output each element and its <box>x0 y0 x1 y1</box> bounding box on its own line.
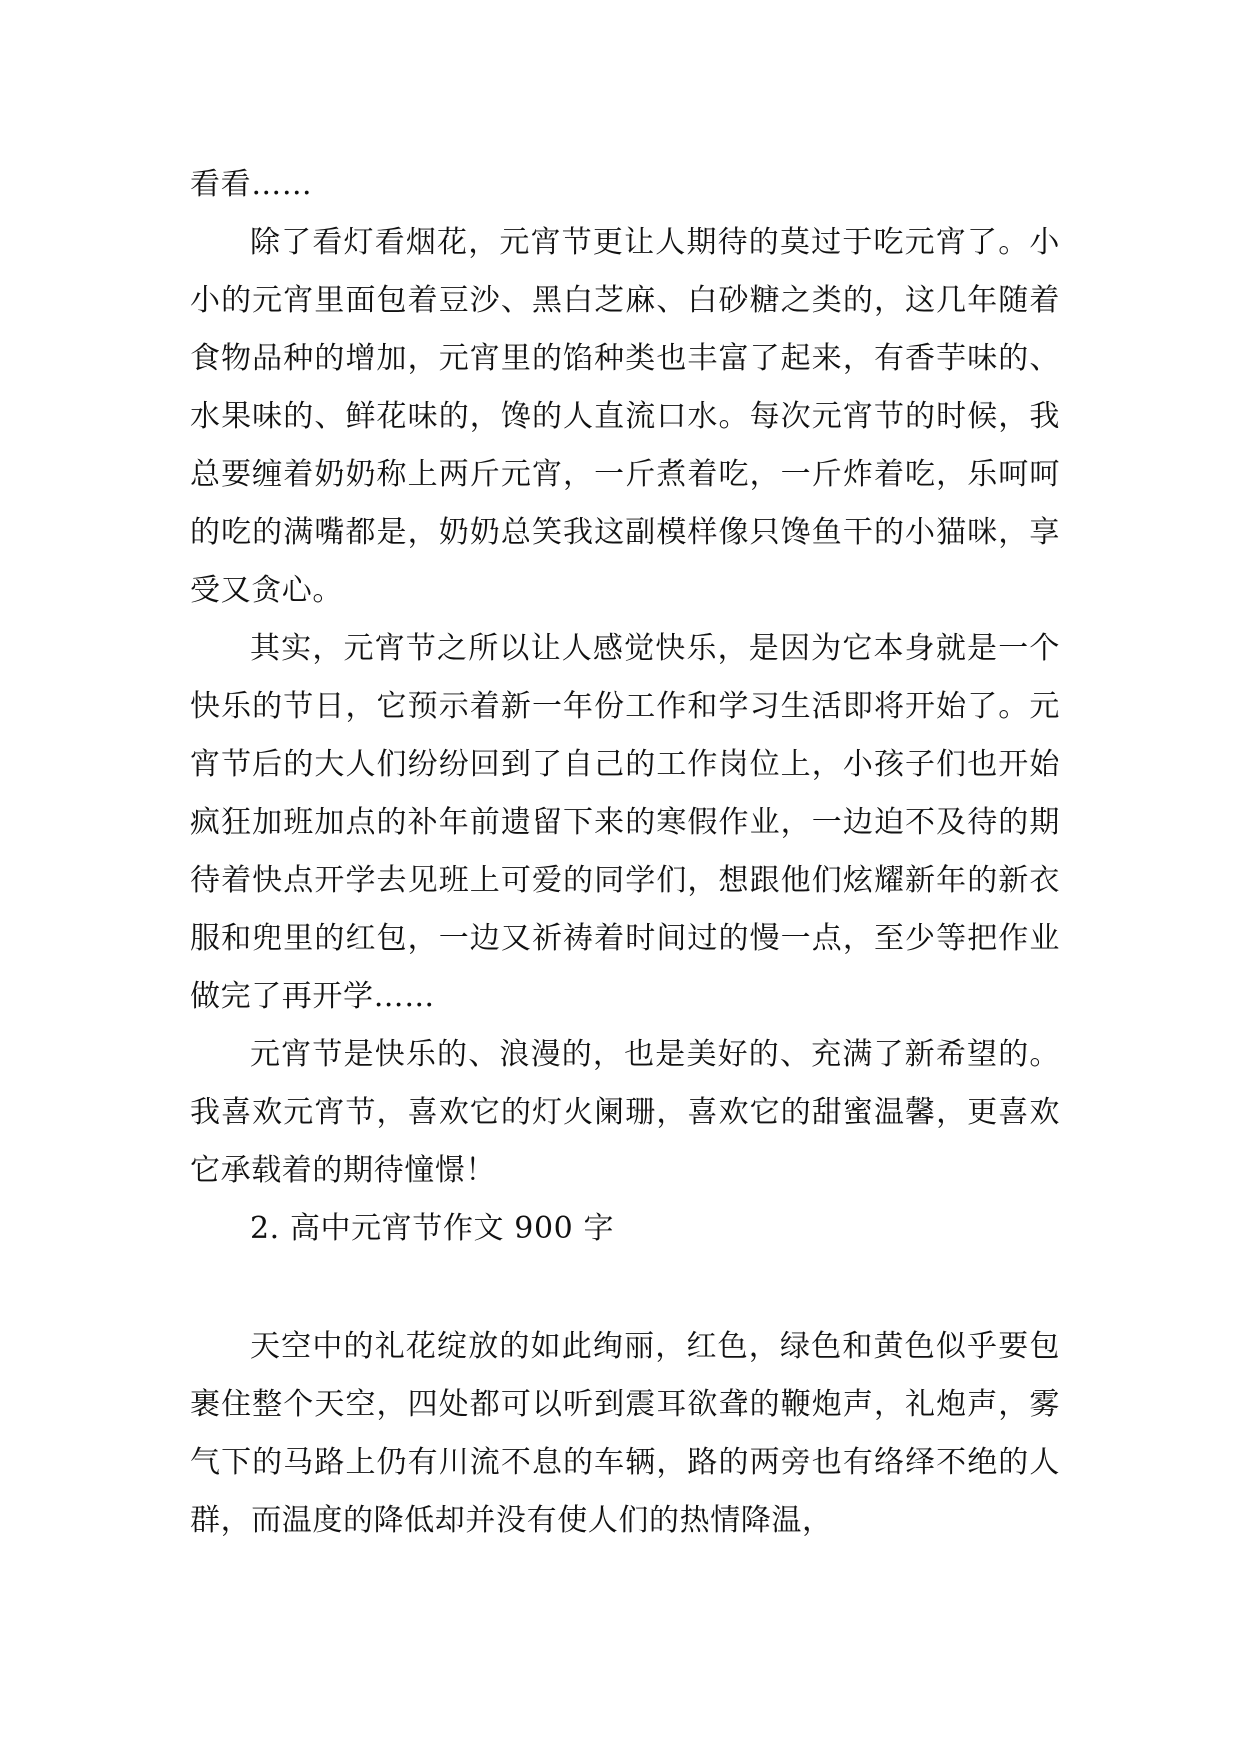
paragraph-continuation: 看看…… <box>190 167 313 202</box>
essay-heading: 2. 高中元宵节作文 900 字 <box>250 1211 615 1246</box>
paragraph-festival-joy: 其实，元宵节之所以让人感觉快乐，是因为它本身就是一个快乐的节日，它预示着新一年份工作和学习生活即将开始了。元宵节后的大人们纷纷回到了自己的工作岗位上，小孩子们也开始疯狂加班加点的补年前遗留下来的寒假作业，一边迫不及待的期待着快点开学去见班上可爱的同学们，想跟他们炫耀新年的新衣服和兜里的红包，一边又祈祷着时间过的慢一点，至少等把作业做完了再开学…… <box>190 631 1060 1014</box>
document-body <box>190 156 1060 1550</box>
paragraph-fireworks: 天空中的礼花绽放的如此绚丽，红色，绿色和黄色似乎要包裹住整个天空，四处都可以听到震耳欲聋的鞭炮声，礼炮声，雾气下的马路上仍有川流不息的车辆，路的两旁也有络绎不绝的人群，而温度的降低却并没有使人们的热情降温， <box>190 1329 1060 1538</box>
paragraph-yuanxiao-food: 除了看灯看烟花，元宵节更让人期待的莫过于吃元宵了。小小的元宵里面包着豆沙、黑白芝麻、白砂糖之类的，这几年随着食物品种的增加，元宵里的馅种类也丰富了起来，有香芋味的、水果味的、鲜花味的，馋的人直流口水。每次元宵节的时候，我总要缠着奶奶称上两斤元宵，一斤煮着吃，一斤炸着吃，乐呵呵的吃的满嘴都是，奶奶总笑我这副模样像只馋鱼干的小猫咪，享受又贪心。 <box>190 225 1060 608</box>
paragraph-conclusion: 元宵节是快乐的、浪漫的，也是美好的、充满了新希望的。我喜欢元宵节，喜欢它的灯火阑珊，喜欢它的甜蜜温馨，更喜欢它承载着的期待憧憬！ <box>190 1037 1060 1188</box>
blank-line <box>190 1258 1060 1318</box>
